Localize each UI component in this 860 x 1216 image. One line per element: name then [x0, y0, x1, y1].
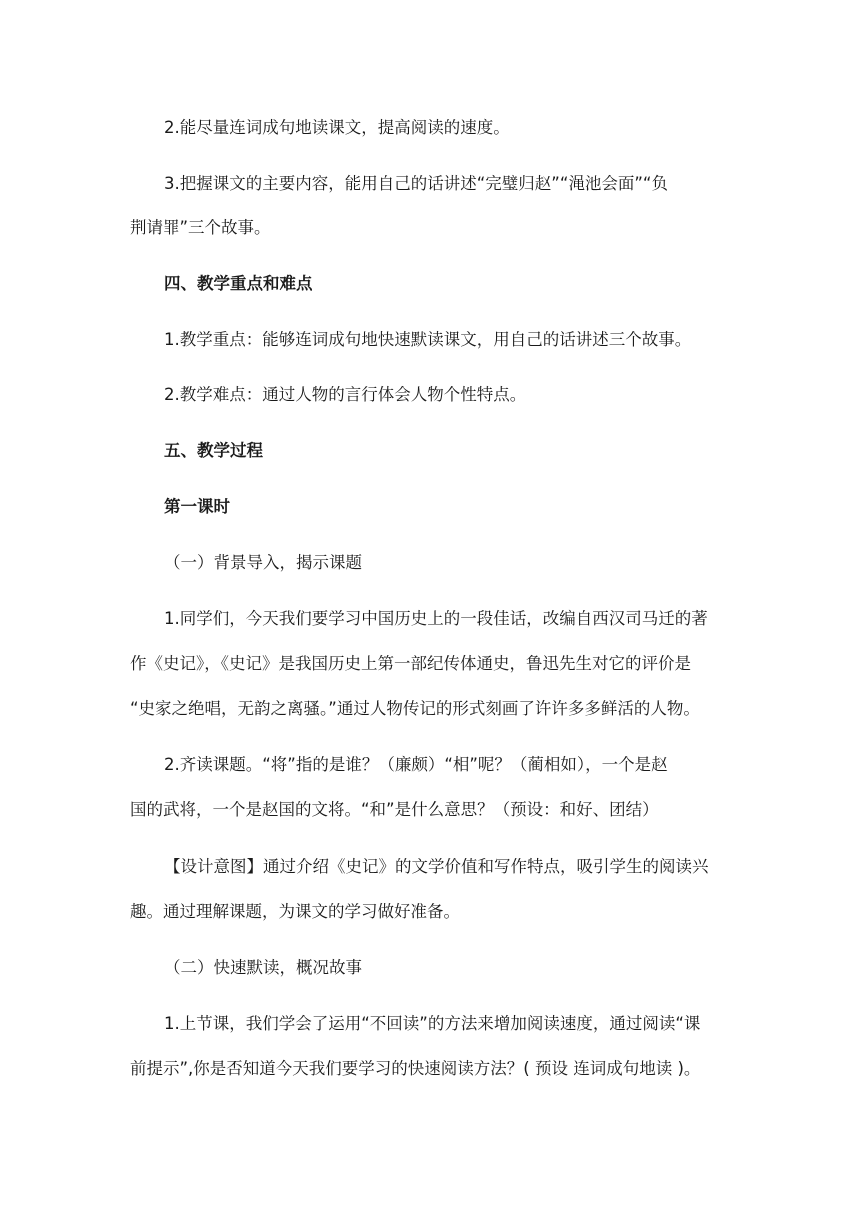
- title-reading-line-1: 2.齐读课题。“将”指的是谁？（廉颇）“相”呢？（蔺相如），一个是赵: [164, 755, 668, 774]
- reading-paragraph-line-1: 1.上节课，我们学会了运用“不回读”的方法来增加阅读速度，通过阅读“课: [164, 1014, 701, 1033]
- lesson-heading: 第一课时: [164, 497, 230, 516]
- intro-paragraph-line-1: 1.同学们，今天我们要学习中国历史上的一段佳话，改编自西汉司马迁的著: [164, 609, 708, 628]
- design-intent-line-2: 趣。通过理解课题，为课文的学习做好准备。: [130, 902, 460, 921]
- intro-paragraph-line-2: 作《史记》，《史记》是我国历史上第一部纪传体通史，鲁迅先生对它的评价是: [130, 654, 691, 673]
- key-point: 1.教学重点：能够连词成句地快速默读课文，用自己的话讲述三个故事。: [164, 330, 692, 349]
- section-heading-process: 五、教学过程: [164, 441, 263, 460]
- reading-paragraph-line-2: 前提示”,你是否知道今天我们要学习的快速阅读方法？( 预设 连词成句地读 )。: [130, 1059, 701, 1078]
- intro-paragraph-line-3: “史家之绝唱，无韵之离骚。”通过人物传记的形式刻画了许许多多鲜活的人物。: [130, 699, 700, 718]
- objective-3-line-2: 荆请罪”三个故事。: [130, 218, 271, 237]
- subsection-heading-intro: （一）背景导入，揭示课题: [164, 553, 362, 572]
- title-reading-line-2: 国的武将，一个是赵国的文将。“和”是什么意思？（预设：和好、团结）: [130, 800, 659, 819]
- section-heading-key-points: 四、教学重点和难点: [164, 274, 313, 293]
- objective-3-line-1: 3.把握课文的主要内容，能用自己的话讲述“完璧归赵”“渑池会面”“负: [164, 174, 668, 193]
- difficult-point: 2.教学难点：通过人物的言行体会人物个性特点。: [164, 385, 527, 404]
- design-intent-line-1: 【设计意图】通过介绍《史记》的文学价值和写作特点，吸引学生的阅读兴: [164, 857, 709, 876]
- subsection-heading-reading: （二）快速默读，概况故事: [164, 958, 362, 977]
- objective-2: 2.能尽量连词成句地读课文，提高阅读的速度。: [164, 118, 510, 137]
